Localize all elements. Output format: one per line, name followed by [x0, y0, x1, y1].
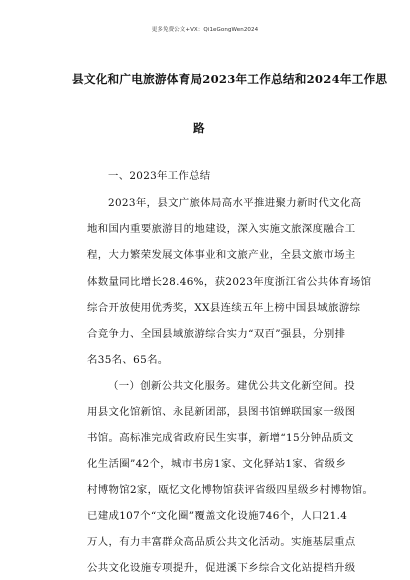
paragraph-line: 化生活圈”42个，城市书房1家、文化驿站1家、省级乡 — [87, 458, 347, 470]
paragraph-line: 公共文化设施专项提升，促进溪下乡综合文化站提档升级 — [87, 562, 356, 574]
paragraph-line: 程，大力繁荣发展文体事业和文旅产业，全县文旅市场主 — [87, 249, 356, 261]
paragraph-line: 村博物馆2家，瓯忆文化博物馆获评省级四星级乡村博物馆。 — [87, 484, 374, 496]
paragraph-line: （一）创新公共文化服务。建优公共文化新空间。投 — [108, 380, 356, 392]
paragraph-line: 已建成107个“文化圈”覆盖文化设施746个，人口21.4 — [87, 510, 348, 522]
paragraph-line: 书馆。高标准完成省政府民生实事，新增“15分钟品质文 — [87, 432, 354, 444]
paragraph-line: 名35名、65名。 — [87, 354, 169, 366]
paragraph-line: 体数量同比增长28.46%，获2023年度浙江省公共体育场馆 — [87, 276, 372, 288]
paragraph-line: 地和国内重要旅游目的地建设，深入实施文旅深度融合工 — [87, 223, 356, 235]
document-title-line-1: 县文化和广电旅游体育局2023年工作总结和2024年工作思 — [72, 72, 388, 86]
section-heading: 一、2023年工作总结 — [108, 170, 211, 182]
paragraph-line: 万人，有力丰富群众高品质公共文化活动。实施基层重点 — [87, 536, 356, 548]
paragraph-line: 合竞争力、全国县域旅游综合实力“双百”强县，分别排 — [87, 328, 346, 340]
paragraph-line: 综合开放使用优秀奖，XX县连续五年上榜中国县域旅游综 — [87, 302, 361, 314]
header-watermark: 更多免费公文+VX：Qi1eGongWen2024 — [151, 27, 259, 33]
paragraph-line: 2023年，县文广旅体局高水平推进聚力新时代文化高 — [108, 197, 362, 209]
document-title-line-2: 路 — [193, 121, 205, 135]
paragraph-line: 用县文化馆新馆、永昆新团部，县图书馆蝉联国家一级图 — [87, 406, 356, 418]
